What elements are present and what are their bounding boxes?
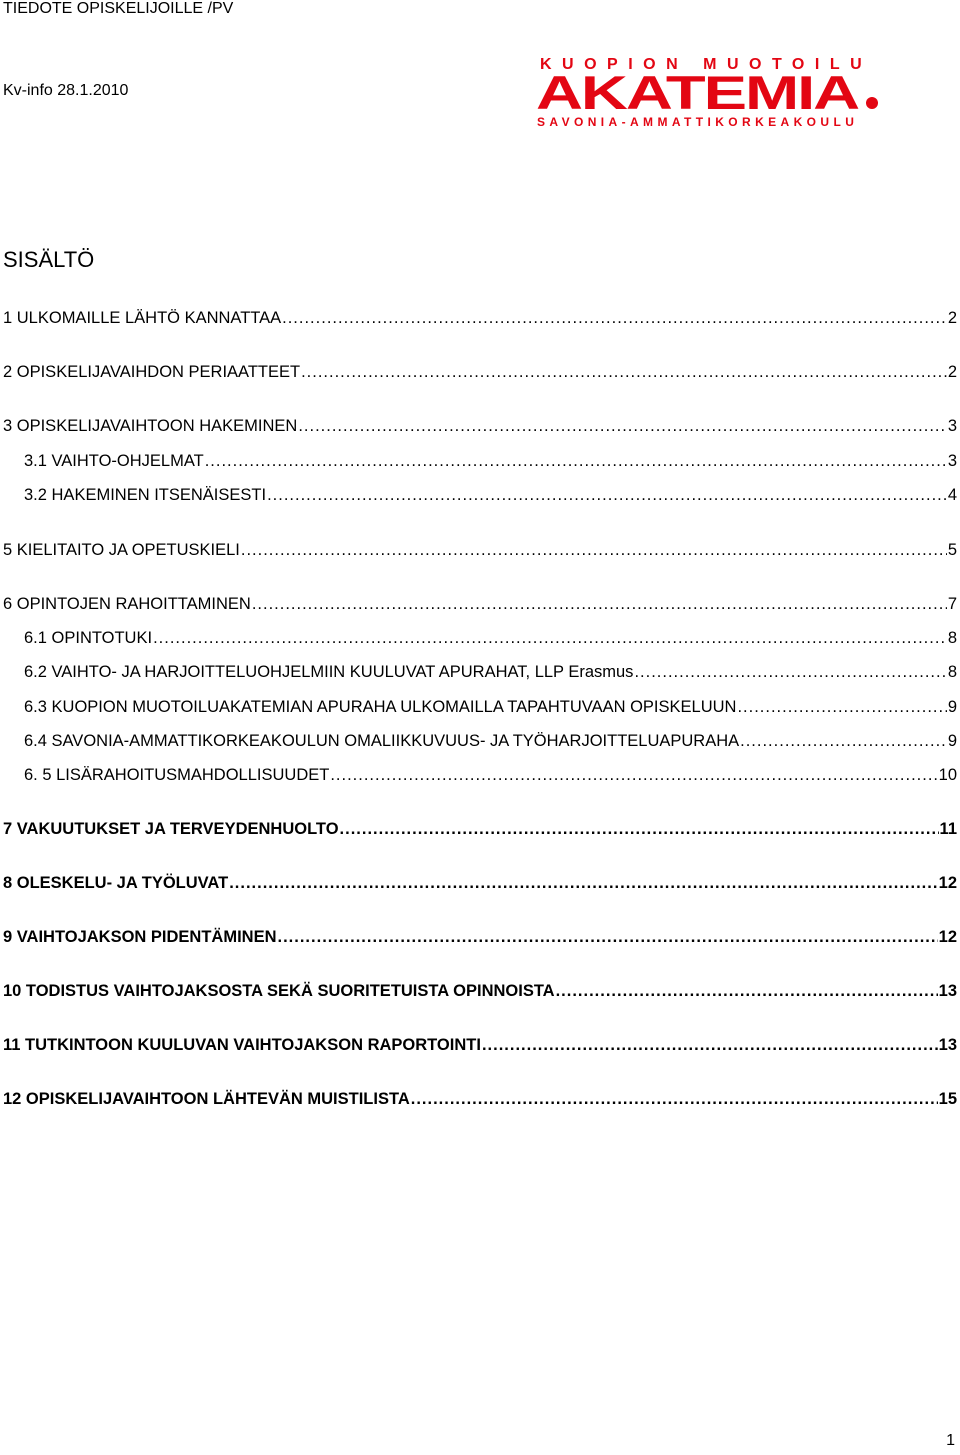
- toc-entry-page: 7: [947, 595, 957, 613]
- toc-entry: [24, 662, 957, 682]
- toc-entry: [24, 451, 957, 471]
- toc-entry: [24, 765, 957, 785]
- toc-dot-leader: [301, 362, 947, 382]
- toc-entry-page: 3: [947, 452, 957, 470]
- logo-bottom-text: SAVONIA-AMMATTIKORKEAKOULU: [537, 115, 859, 129]
- toc-entry-title: 7 VAKUUTUKSET JA TERVEYDENHUOLTO: [3, 820, 339, 838]
- toc-entry: [3, 594, 957, 614]
- toc-dot-leader: [740, 731, 947, 751]
- toc-entry: [24, 731, 957, 751]
- toc-entry: [3, 819, 957, 839]
- toc-dot-leader: [482, 1035, 938, 1055]
- toc-entry-page: 13: [938, 1036, 957, 1054]
- toc-entry-title: 6.1 OPINTOTUKI: [24, 629, 153, 647]
- toc-entry-page: 3: [947, 417, 957, 435]
- toc-entry-page: 2: [947, 309, 957, 327]
- toc-entry-title: 10 TODISTUS VAIHTOJAKSOSTA SEKÄ SUORITETUISTA OPINNOISTA: [3, 982, 555, 1000]
- toc-dot-leader: [556, 981, 938, 1001]
- toc-entry-title: 1 ULKOMAILLE LÄHTÖ KANNATTAA: [3, 309, 282, 327]
- toc-entry-title: 3 OPISKELIJAVAIHTOON HAKEMINEN: [3, 417, 298, 435]
- toc-entry: [3, 362, 957, 382]
- toc-entry-title: 3.1 VAIHTO-OHJELMAT: [24, 452, 204, 470]
- toc-heading: SISÄLTÖ: [3, 247, 95, 272]
- toc-dot-leader: [267, 485, 947, 505]
- toc-entry-page: 9: [947, 732, 957, 750]
- toc-entry-page: 13: [938, 982, 957, 1000]
- toc-entry: [3, 416, 957, 436]
- toc-entry-page: 8: [947, 663, 957, 681]
- toc-entry-title: 6 OPINTOJEN RAHOITTAMINEN: [3, 595, 251, 613]
- toc-entry: [24, 697, 957, 717]
- logo-dot: [866, 97, 878, 109]
- toc-entry-title: 2 OPISKELIJAVAIHDON PERIAATTEET: [3, 363, 301, 381]
- toc-entry-page: 8: [947, 629, 957, 647]
- toc-dot-leader: [298, 416, 946, 436]
- toc-entry: [3, 1035, 957, 1055]
- toc-entry: [24, 628, 957, 648]
- toc-entry-page: 9: [947, 698, 957, 716]
- toc-dot-leader: [330, 765, 937, 785]
- toc-entry: [3, 540, 957, 560]
- toc-entry-title: 5 KIELITAITO JA OPETUSKIELI: [3, 541, 240, 559]
- toc-entry: [3, 981, 957, 1001]
- toc-dot-leader: [411, 1089, 938, 1109]
- logo-main-text: AKATEMIA: [536, 66, 859, 119]
- toc-dot-leader: [737, 697, 946, 717]
- toc-dot-leader: [205, 451, 947, 471]
- toc-entry-page: 15: [938, 1090, 957, 1108]
- toc-entry: [3, 1089, 957, 1109]
- toc-entry-page: 4: [947, 486, 957, 504]
- toc-entry: [3, 873, 957, 893]
- akatemia-logo: [536, 52, 881, 130]
- logo-top-text: KUOPION MUOTOILU: [540, 56, 873, 73]
- toc-entry-title: 6.2 VAIHTO- JA HARJOITTELUOHJELMIIN KUULUVAT APURAHAT, LLP Erasmus: [24, 663, 634, 681]
- toc-entry-title: 6. 5 LISÄRAHOITUSMAHDOLLISUUDET: [24, 766, 330, 784]
- toc-entry-page: 12: [938, 928, 957, 946]
- toc-dot-leader: [634, 662, 946, 682]
- toc-dot-leader: [278, 927, 938, 947]
- toc-dot-leader: [252, 594, 947, 614]
- toc-entry: [24, 485, 957, 505]
- document-label: TIEDOTE OPISKELIJOILLE /PV: [3, 0, 234, 17]
- toc-entry-title: 8 OLESKELU- JA TYÖLUVAT: [3, 874, 229, 892]
- toc-dot-leader: [282, 308, 947, 328]
- toc-entry-title: 6.4 SAVONIA-AMMATTIKORKEAKOULUN OMALIIKKUVUUS- JA TYÖHARJOITTELUAPURAHA: [24, 732, 740, 750]
- toc-entry-page: 2: [947, 363, 957, 381]
- toc-entry-title: 6.3 KUOPION MUOTOILUAKATEMIAN APURAHA ULKOMAILLA TAPAHTUVAAN OPISKELUUN: [24, 698, 737, 716]
- toc-entry-title: 11 TUTKINTOON KUULUVAN VAIHTOJAKSON RAPORTOINTI: [3, 1036, 481, 1054]
- toc-entry-title: 12 OPISKELIJAVAIHTOON LÄHTEVÄN MUISTILISTA: [3, 1090, 410, 1108]
- toc-entry-page: 11: [939, 820, 957, 838]
- toc-entry-page: 12: [938, 874, 957, 892]
- toc-entry-title: 9 VAIHTOJAKSON PIDENTÄMINEN: [3, 928, 277, 946]
- toc-entry-page: 5: [947, 541, 957, 559]
- toc-entry: [3, 308, 957, 328]
- toc-dot-leader: [229, 873, 937, 893]
- toc-dot-leader: [153, 628, 947, 648]
- toc-dot-leader: [340, 819, 939, 839]
- toc-dot-leader: [241, 540, 947, 560]
- toc-entry-title: 3.2 HAKEMINEN ITSENÄISESTI: [24, 486, 267, 504]
- toc-entry: [3, 927, 957, 947]
- toc-entry-page: 10: [938, 766, 957, 784]
- document-date: Kv-info 28.1.2010: [3, 82, 129, 99]
- page-number: 1: [946, 1432, 955, 1449]
